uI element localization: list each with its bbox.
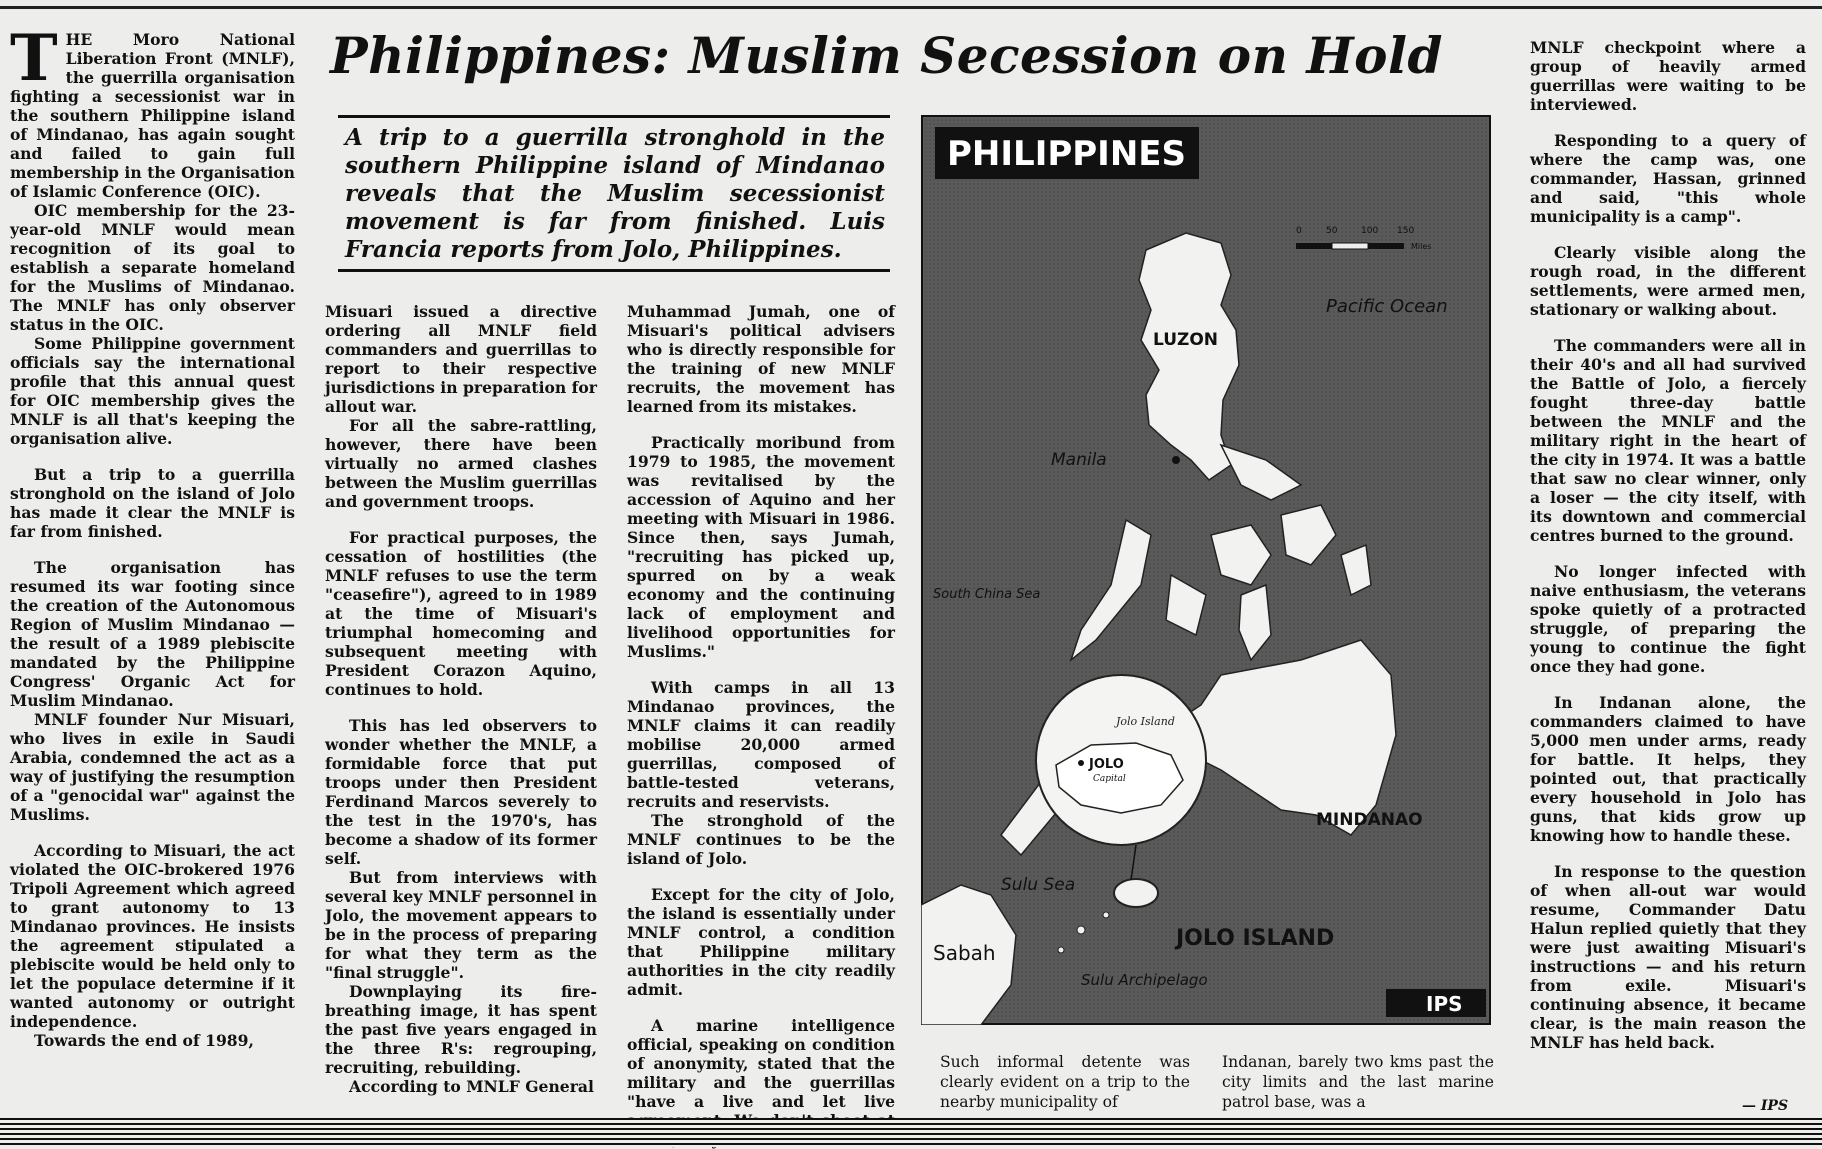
article-column-2 [325, 302, 597, 1096]
svg-text:0: 0 [1296, 226, 1302, 236]
continuation-text-2: Indanan, barely two kms past the city limits and the last marine patrol base, was a [1222, 1053, 1494, 1111]
paragraph: Some Philippine government officials say the international profile that this annual quest for OIC membership gives the MNLF is all that's keeping the organisation alive. [10, 334, 295, 448]
philippines-map [921, 115, 1491, 1025]
svg-text:150: 150 [1397, 226, 1415, 236]
paragraph: For all the sabre-rattling, however, there have been virtually no armed clashes between the Muslim guerrillas and government troops. [325, 416, 597, 511]
map-graphic [921, 115, 1491, 1025]
bottom-rule [0, 1118, 1822, 1147]
paragraph: MNLF checkpoint where a group of heavily armed guerrillas were waiting to be interviewed. [1530, 38, 1806, 114]
top-rule [0, 6, 1822, 9]
paragraph: This has led observers to wonder whether the MNLF, a formidable force that put troops under then President Ferdinand Marcos severely to the test in the 1970's, has become a shadow of its former self. [325, 716, 597, 868]
paragraph: In Indanan alone, the commanders claimed to have 5,000 men under arms, ready for battle. It helps, they pointed out, that practically every household in Jolo has guns, that kids grow up knowing how to handle these. [1530, 693, 1806, 845]
drop-cap: T [10, 21, 58, 96]
paragraph: Responding to a query of where the camp was, one commander, Hassan, grinned and said, "this whole municipality is a camp". [1530, 131, 1806, 226]
inset-capital-label: Capital [1093, 774, 1126, 784]
sulu-islet [1077, 926, 1085, 934]
continuation-text-1: Such informal detente was clearly evident on a trip to the nearby municipality of [940, 1053, 1190, 1111]
sabah-label: Sabah [933, 941, 996, 965]
deck-rule-bottom [338, 269, 890, 272]
byline-credit: — IPS [1742, 1098, 1789, 1114]
paragraph: The organisation has resumed its war footing since the creation of the Autonomous Region of Muslim Mindanao — the result of a 1989 plebiscite mandated by the Philippine Congress' Organic Act for Muslim Mindanao. [10, 558, 295, 710]
paragraph: OIC membership for the 23-year-old MNLF would mean recognition of its goal to establish a separate homeland for the Muslims of Mindanao. The MNLF has only observer status in the OIC. [10, 201, 295, 334]
paragraph: Misuari issued a directive ordering all MNLF field commanders and guerrillas to report to their respective jurisdictions in preparation for allout war. [325, 302, 597, 416]
map-title: PHILIPPINES [947, 134, 1186, 174]
sulu-islet [1058, 947, 1064, 953]
paragraph: A marine intelligence official, speaking on condition of anonymity, stated that the military and the guerrillas "have a live and let live [627, 1016, 895, 1111]
jolo-city-marker [1078, 760, 1084, 766]
svg-text:Miles: Miles [1411, 242, 1432, 251]
paragraph: But from interviews with several key MNLF personnel in Jolo, the movement appears to be in the process of preparing for what they term as the "final struggle". [325, 868, 597, 982]
paragraph: Muhammad Jumah, one of Misuari's political advisers who is directly responsible for the training of new MNLF recruits, the movement has learned from its mistakes. [627, 302, 895, 416]
ips-logo: IPS [1426, 992, 1463, 1016]
deck: A trip to a guerrilla stronghold in the southern Philippine island of Mindanao reveals that the Muslim secessionist movement is far from finished. Luis Francia reports from Jolo, Philippines. [345, 124, 885, 263]
article-column-3 [627, 302, 895, 1149]
mindanao-label: MINDANAO [1316, 810, 1423, 830]
headline: Philippines: Muslim Secession on Hold [330, 26, 1443, 85]
paragraph: In response to the question of when all-out war would resume, Commander Datu Halun replied quietly that they were just awaiting Misuari's instructions — and his return from exile. Misuari's continuing absence, it became clear, is the main reason the MNLF has held back. [1530, 862, 1806, 1052]
inset-label: Jolo Island [1116, 715, 1175, 728]
paragraph: According to Misuari, the act violated the OIC-brokered 1976 Tripoli Agreement which agreed to grant autonomy to 13 Mindanao provinces. He insists the agreement stipulated a plebiscite would be held only to let the populace determine if it wanted autonomy or outright independence. [10, 841, 295, 1031]
paragraph: Except for the city of Jolo, the island is essentially under MNLF control, a condition that Philippine military authorities in the city readily admit. [627, 885, 895, 999]
sulu-islet [1103, 912, 1109, 918]
paragraph: The commanders were all in their 40's and all had survived the Battle of Jolo, a fiercely fought three-day battle between the MNLF and the military right in the heart of the city in 1974. It was a battle that saw no clear winner, only a loser — the city itself, with its downtown and commercial centres burned to the ground. [1530, 336, 1806, 545]
article-column-1 [10, 21, 295, 1050]
manila-label: Manila [1051, 450, 1107, 470]
sulu-sea-label: Sulu Sea [1001, 875, 1076, 895]
svg-text:50: 50 [1326, 226, 1338, 236]
paragraph: For practical purposes, the cessation of hostilities (the MNLF refuses to use the term "ceasefire"), agreed to in 1989 at the time of Misuari's triumphal homecoming and subsequent meeting with President Corazon Aquino, continues to hold. [325, 528, 597, 699]
luzon-label: LUZON [1153, 330, 1219, 350]
jolo-island-label: JOLO ISLAND [1176, 926, 1335, 951]
paragraph: According to MNLF General [349, 1077, 594, 1096]
pacific-ocean-label: Pacific Ocean [1326, 296, 1448, 317]
inset-city-label: JOLO [1089, 757, 1124, 772]
article-column-6 [1530, 38, 1806, 1052]
paragraph: Towards the end of 1989, [34, 1031, 254, 1050]
lead-paragraph: THE Moro National Liberation Front (MNLF), the guerrilla organisation fighting a secessionist war in the southern Philippine island of Mindanao, has again sought and failed to gain full membership in the Organisation of Islamic Conference (OIC). [10, 21, 295, 201]
south-china-sea-label: South China Sea [933, 587, 1041, 602]
paragraph: No longer infected with naive enthusiasm, the veterans spoke quietly of a protracted struggle, of preparing the young to continue the fight once they had gone. [1530, 562, 1806, 676]
paragraph: But a trip to a guerrilla stronghold on the island of Jolo has made it clear the MNLF is far from finished. [10, 465, 295, 541]
jolo-island-shape [1114, 879, 1158, 907]
manila-marker [1172, 456, 1180, 464]
paragraph: Downplaying its fire-breathing image, it has spent the past five years engaged in the three R's: regrouping, recruiting, rebuilding. [325, 982, 597, 1077]
paragraph: MNLF founder Nur Misuari, who lives in exile in Saudi Arabia, condemned the act as a way of justifying the resumption of a "genocidal war" against the Muslims. [10, 710, 295, 824]
deck-rule-top [338, 115, 890, 118]
paragraph: Practically moribund from 1979 to 1985, the movement was revitalised by the accession of Aquino and her meeting with Misuari in 1986. Since then, says Jumah, "recruiting has picked up, spurred on by a weak economy and the continuing lack of employment and livelihood opportunities for Muslims." [627, 433, 895, 661]
paragraph: The stronghold of the MNLF continues to be the island of Jolo. [627, 811, 895, 868]
paragraph: Clearly visible along the rough road, in the different settlements, were armed men, stationary or walking about. [1530, 243, 1806, 319]
paragraph: With camps in all 13 Mindanao provinces, the MNLF claims it can readily mobilise 20,000 armed guerrillas, composed of battle-tested veterans, recruits and reservists. [627, 678, 895, 811]
svg-text:100: 100 [1361, 226, 1379, 236]
sulu-archipelago-label: Sulu Archipelago [1081, 971, 1208, 989]
